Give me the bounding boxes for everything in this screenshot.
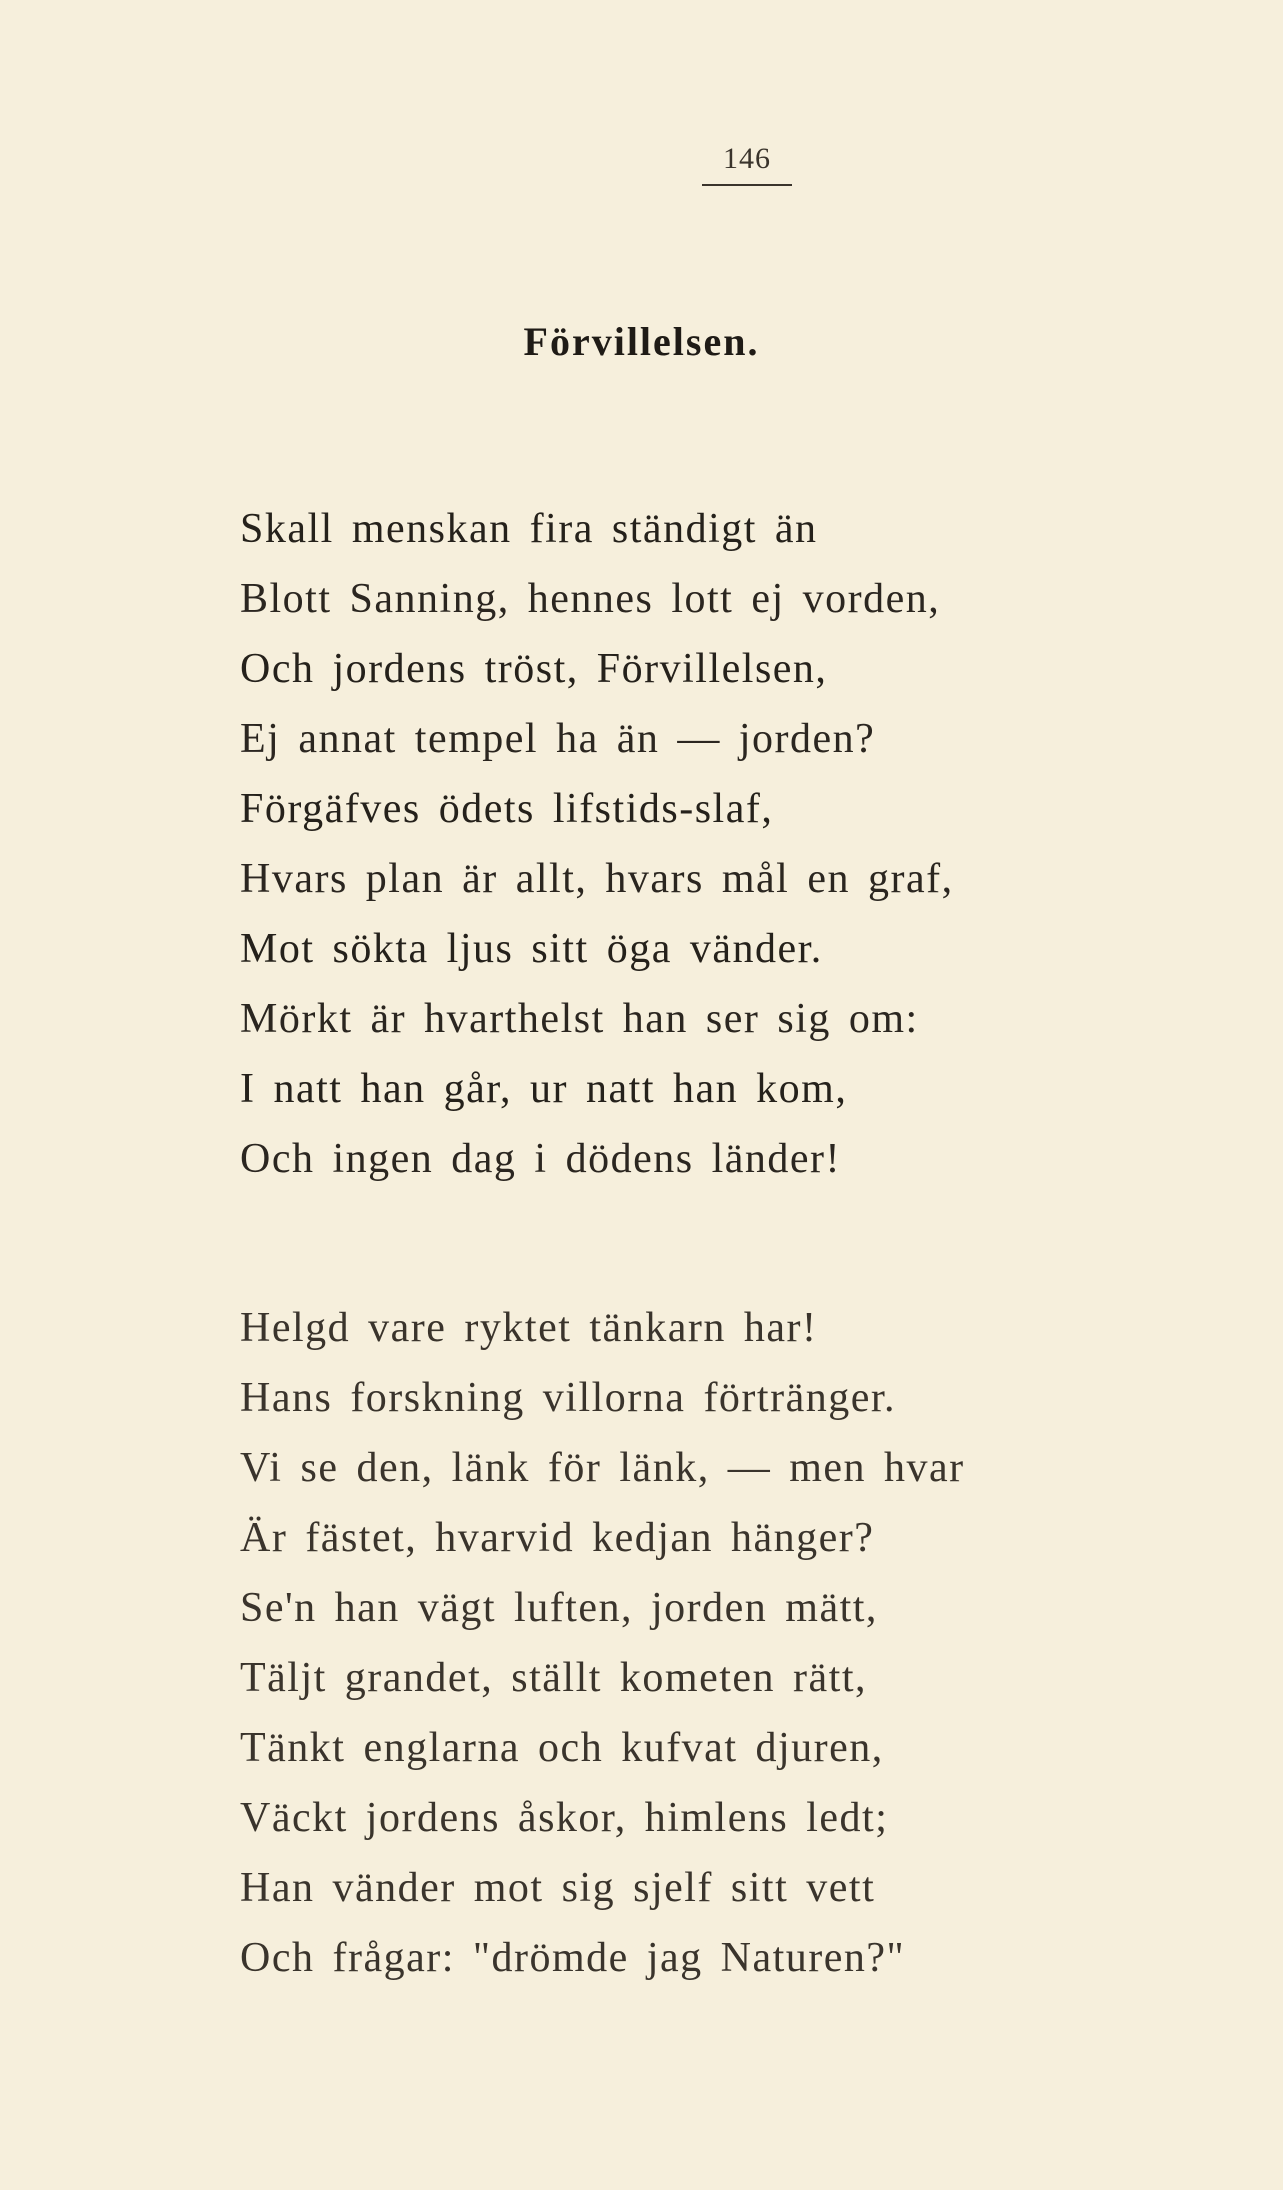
verse-line: Väckt jordens åskor, himlens ledt; <box>240 1795 889 1841</box>
verse-line: Hans forskning villorna förtränger. <box>240 1375 897 1421</box>
verse-line: Han vänder mot sig sjelf sitt vett <box>240 1865 876 1911</box>
verse-line: Ej annat tempel ha än — jorden? <box>240 716 876 762</box>
verse-line: Blott Sanning, hennes lott ej vorden, <box>240 576 941 622</box>
verse-line: Tänkt englarna och kufvat djuren, <box>240 1725 884 1771</box>
verse-line: Skall menskan fira ständigt än <box>240 506 818 552</box>
verse-line: Förgäfves ödets lifstids-slaf, <box>240 786 774 832</box>
verse-line: Hvars plan är allt, hvars mål en graf, <box>240 856 954 902</box>
verse-line: Och ingen dag i dödens länder! <box>240 1136 842 1182</box>
verse-line: Täljt grandet, ställt kometen rätt, <box>240 1655 867 1701</box>
verse-line: I natt han går, ur natt han kom, <box>240 1066 848 1112</box>
verse-line: Mot sökta ljus sitt öga vänder. <box>240 926 823 972</box>
verse-line: Och frågar: "drömde jag Naturen?" <box>240 1935 906 1981</box>
verse-line: Är fästet, hvarvid kedjan hänger? <box>240 1515 875 1561</box>
verse-line: Och jordens tröst, Förvillelsen, <box>240 646 828 692</box>
verse-line: Vi se den, länk för länk, — men hvar <box>240 1445 965 1491</box>
page-number-rule <box>702 184 792 186</box>
stanza-1 <box>240 494 1240 1194</box>
verse-line: Mörkt är hvarthelst han ser sig om: <box>240 996 919 1042</box>
verse-line: Helgd vare ryktet tänkarn har! <box>240 1305 818 1351</box>
page-number: 146 <box>723 142 771 175</box>
stanza-2 <box>240 1293 1240 1993</box>
poem-title: Förvillelsen. <box>523 319 760 364</box>
verse-line: Se'n han vägt luften, jorden mätt, <box>240 1585 878 1631</box>
